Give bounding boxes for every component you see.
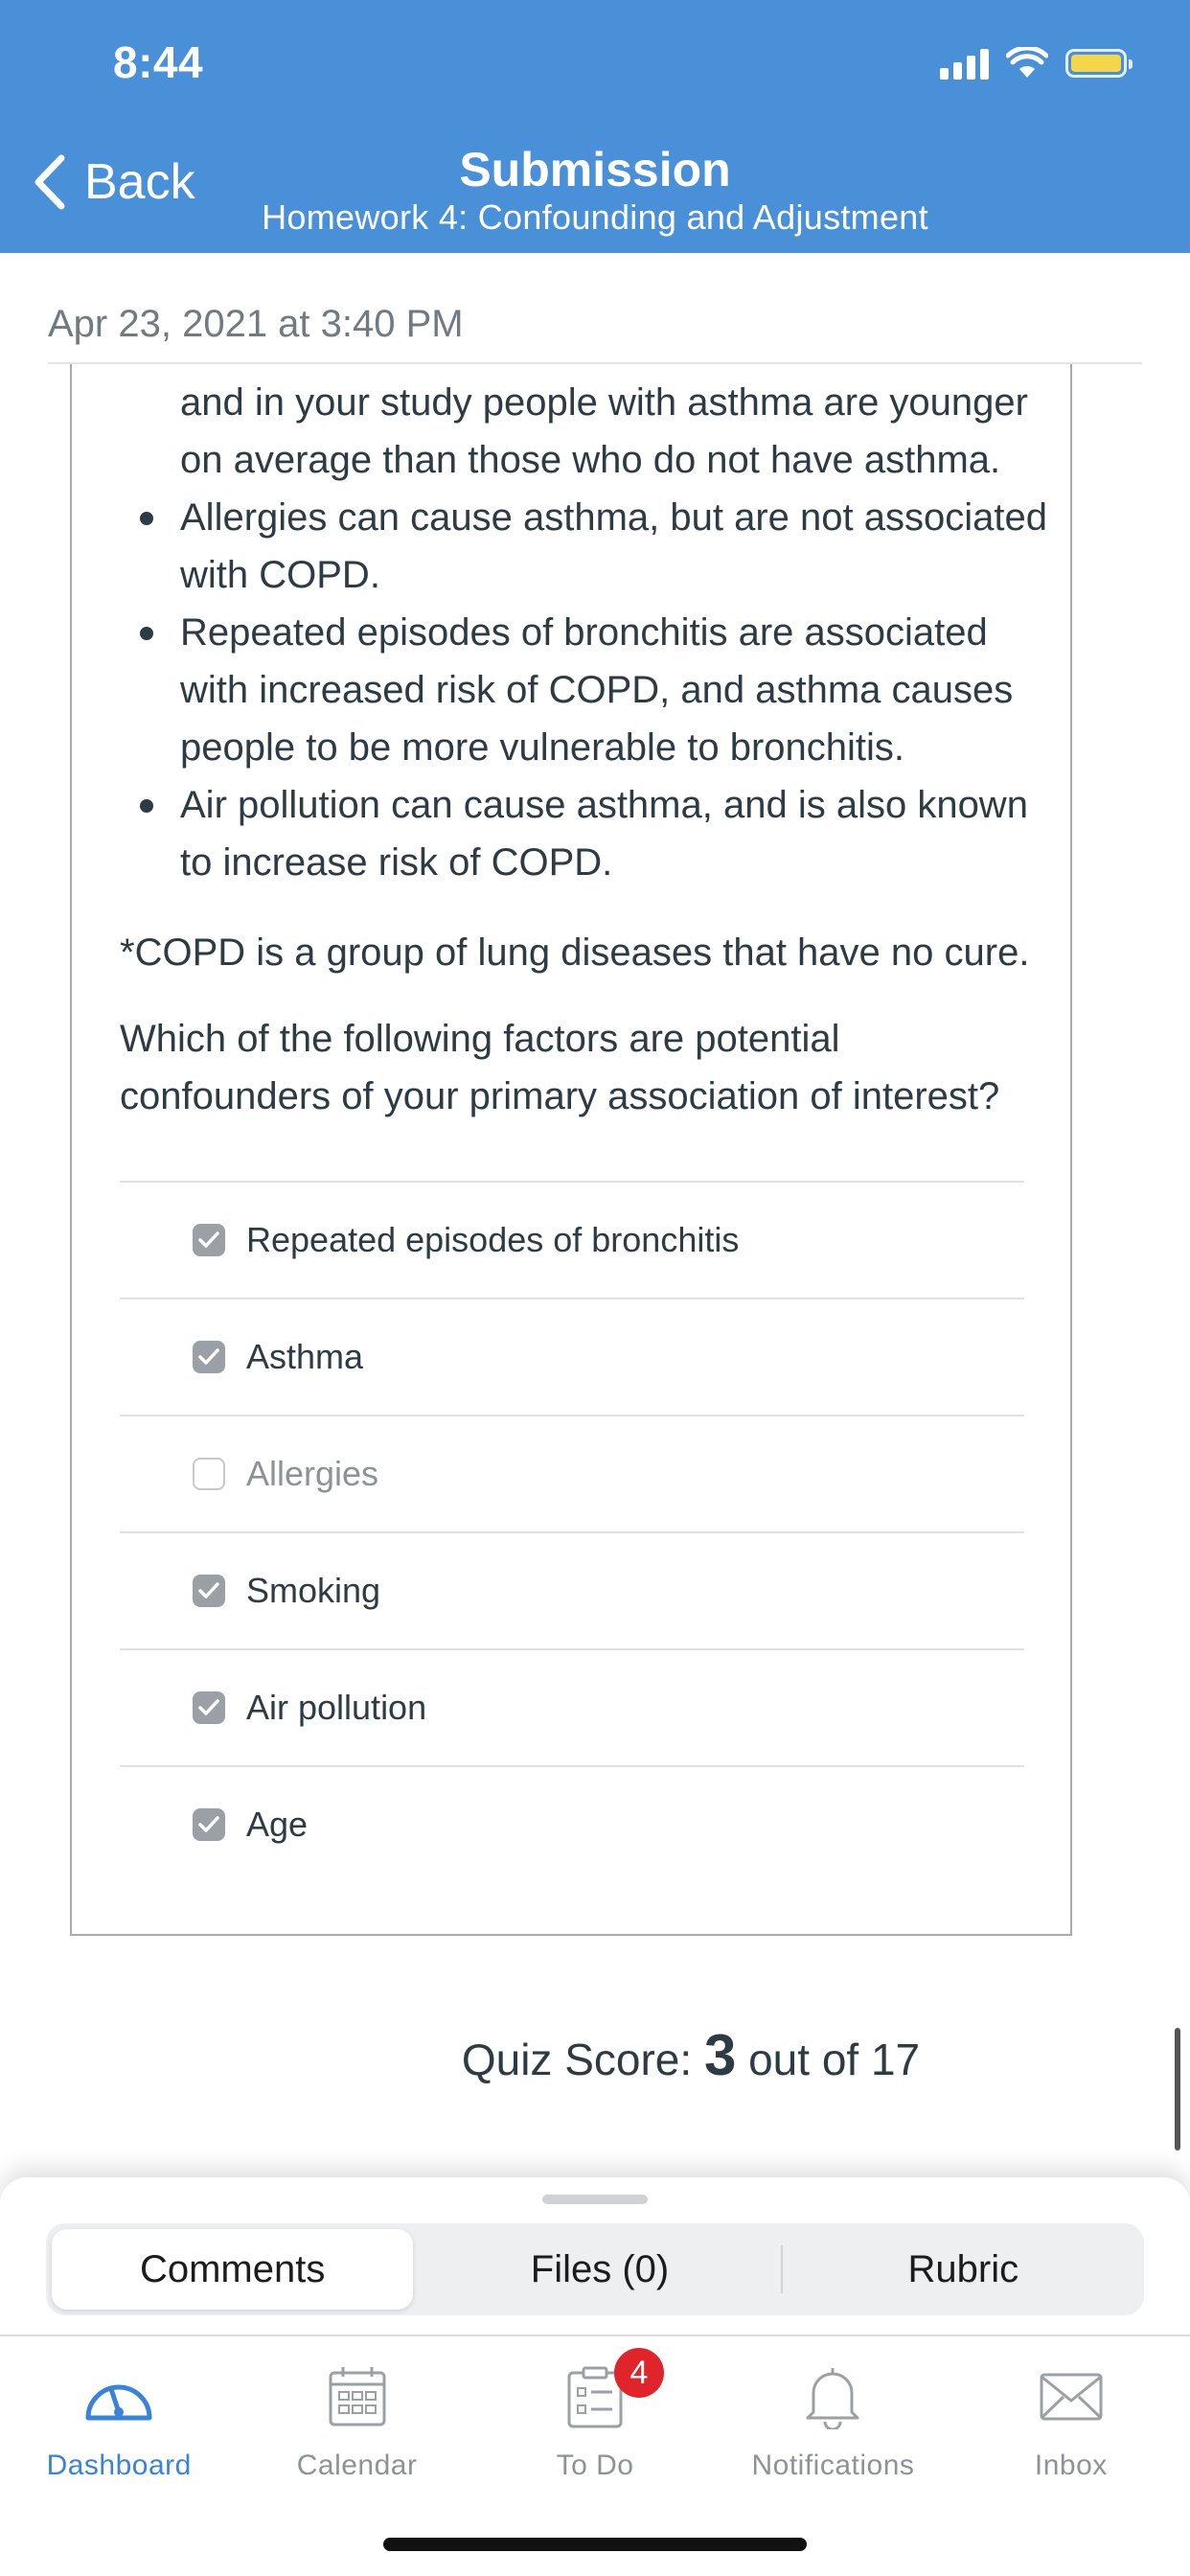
answer-label: Smoking — [246, 1571, 381, 1610]
bullet-text: Air pollution can cause asthma, and is also known to increase risk of COPD. — [180, 784, 1028, 884]
drag-handle[interactable] — [542, 2195, 648, 2204]
answer-label: Repeated episodes of bronchitis — [246, 1220, 740, 1259]
back-label: Back — [84, 154, 195, 210]
answer-option — [120, 1414, 1024, 1531]
tab-files[interactable]: Files (0) — [530, 2247, 670, 2290]
status-icons — [940, 44, 1127, 82]
calendar-icon — [328, 2365, 387, 2428]
answer-label: Air pollution — [246, 1688, 427, 1727]
tab-inbox[interactable] — [952, 2342, 1190, 2505]
tab-calendar[interactable] — [238, 2342, 475, 2505]
bullet-text: Repeated episodes of bronchitis are associated with increased risk of COPD, and asthma causes people to be more vulnerable to bronchitis. — [180, 611, 1014, 769]
bullet-icon — [140, 627, 153, 640]
score-suffix: out of 17 — [748, 2035, 921, 2084]
question-prompt: Which of the following factors are potential confounders of your primary association of interest? — [120, 1018, 1000, 1117]
checkbox-checked-icon — [193, 1575, 225, 1607]
scenario-bullet-list — [134, 489, 1054, 891]
answer-label: Allergies — [246, 1454, 379, 1493]
divider — [0, 2334, 1190, 2336]
segmented-control — [46, 2223, 1144, 2315]
cellular-signal-icon — [940, 47, 989, 80]
status-time: 8:44 — [113, 37, 204, 87]
wifi-icon — [1006, 47, 1048, 80]
tab-todo[interactable] — [476, 2342, 714, 2505]
tab-rubric[interactable]: Rubric — [907, 2247, 1019, 2290]
list-item — [134, 604, 1054, 776]
bell-icon — [802, 2364, 863, 2429]
submission-date: Apr 23, 2021 at 3:40 PM — [48, 303, 464, 345]
page-title: Submission — [459, 143, 731, 196]
answer-option — [120, 1298, 1024, 1414]
tab-label: Inbox — [1034, 2450, 1108, 2481]
answer-option — [120, 1531, 1024, 1648]
answer-option — [120, 1765, 1024, 1882]
bullet-icon — [140, 512, 153, 525]
answer-label: Age — [246, 1805, 309, 1844]
mail-icon — [1039, 2372, 1104, 2422]
copd-footnote: *COPD is a group of lung diseases that have no cure. — [120, 932, 1030, 974]
score-prefix: Quiz Score: — [461, 2035, 693, 2084]
tab-label: To Do — [556, 2450, 634, 2481]
checkbox-checked-icon — [193, 1224, 225, 1256]
question-intro-text: and in your study people with asthma are younger on average than those who do not have asthma. — [180, 381, 1028, 481]
bullet-text: Allergies can cause asthma, but are not associated with COPD. — [180, 496, 1047, 596]
score-value: 3 — [703, 2023, 737, 2087]
answer-option — [120, 1648, 1024, 1765]
dashboard-icon — [82, 2370, 155, 2424]
list-item — [134, 776, 1054, 891]
tab-label: Calendar — [296, 2450, 418, 2481]
home-indicator[interactable] — [383, 2538, 807, 2551]
checkbox-checked-icon — [193, 1691, 225, 1724]
checkbox-unchecked-icon — [193, 1458, 225, 1490]
answer-label: Asthma — [246, 1337, 364, 1376]
answer-list — [120, 1181, 1024, 1882]
tab-notifications[interactable] — [714, 2342, 951, 2505]
page-subtitle: Homework 4: Confounding and Adjustment — [262, 197, 928, 237]
bottom-tab-bar — [0, 2342, 1190, 2505]
tab-label: Notifications — [751, 2450, 915, 2481]
tab-comments[interactable]: Comments — [52, 2229, 413, 2310]
tab-dashboard[interactable] — [0, 2342, 238, 2505]
todo-count-badge: 4 — [614, 2348, 664, 2398]
quiz-score — [0, 2022, 1190, 2088]
bullet-icon — [140, 799, 153, 813]
app-header — [0, 0, 1190, 253]
tab-label: Dashboard — [46, 2450, 192, 2481]
battery-icon — [1065, 49, 1127, 78]
checkbox-checked-icon — [193, 1808, 225, 1841]
answer-option — [120, 1181, 1024, 1298]
checkbox-checked-icon — [193, 1341, 225, 1373]
scrollbar[interactable] — [1175, 2028, 1180, 2150]
list-item — [134, 489, 1054, 604]
